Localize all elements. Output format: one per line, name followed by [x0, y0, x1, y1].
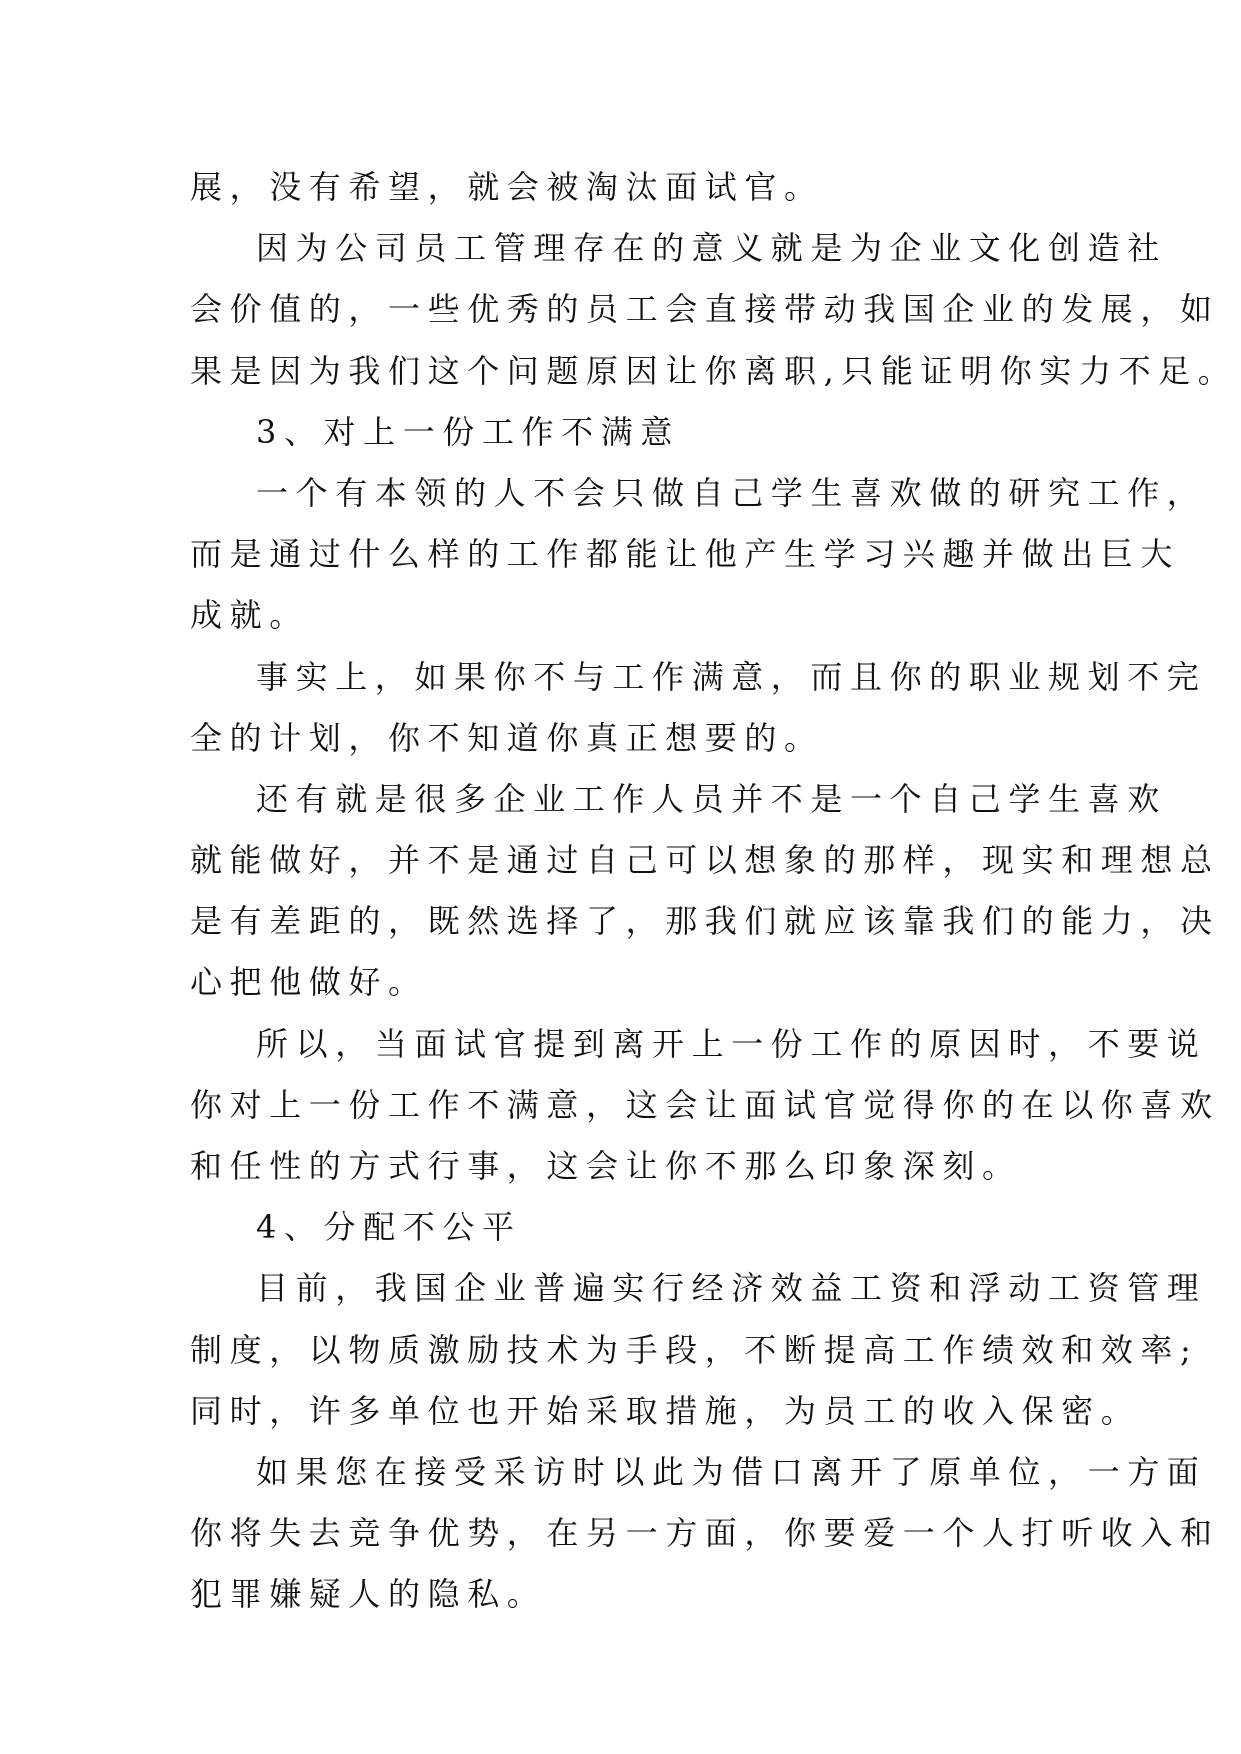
text-line: 你对上一份工作不满意，这会让面试官觉得你的在以你喜欢	[190, 1085, 1220, 1124]
text-line: 犯罪嫌疑人的隐私。	[190, 1575, 547, 1614]
text-line: 和任性的方式行事，这会让你不那么印象深刻。	[190, 1147, 1022, 1185]
text-line: 就能做好，并不是通过自己可以想象的那样，现实和理想总	[190, 841, 1220, 880]
text-line: 成就。	[190, 596, 309, 635]
text-line: 3、对上一份工作不满意	[256, 412, 680, 451]
text-line: 事实上，如果你不与工作满意，而且你的职业规划不完	[256, 657, 1207, 696]
text-line: 全的计划，你不知道你真正想要的。	[190, 718, 824, 757]
text-line: 还有就是很多企业工作人员并不是一个自己学生喜欢	[256, 779, 1167, 818]
text-line: 同时，许多单位也开始采取措施，为员工的收入保密。	[190, 1391, 1141, 1430]
text-line: 你将失去竞争优势，在另一方面，你要爱一个人打听收入和	[190, 1514, 1220, 1553]
text-line: 展，没有希望，就会被淘汰面试官。	[190, 168, 824, 206]
text-line: 一个有本领的人不会只做自己学生喜欢做的研究工作，	[256, 473, 1207, 512]
text-line: 心把他做好。	[190, 963, 428, 1002]
text-line: 会价值的，一些优秀的员工会直接带动我国企业的发展，如	[190, 290, 1220, 329]
text-line: 而是通过什么样的工作都能让他产生学习兴趣并做出巨大	[190, 535, 1181, 574]
text-line: 因为公司员工管理存在的意义就是为企业文化创造社	[256, 229, 1167, 268]
text-line: 如果您在接受采访时以此为借口离开了原单位，一方面	[256, 1452, 1207, 1491]
text-line: 是有差距的，既然选择了，那我们就应该靠我们的能力，决	[190, 902, 1220, 941]
text-line: 制度，以物质激励技术为手段，不断提高工作绩效和效率;	[190, 1330, 1199, 1369]
text-line: 果是因为我们这个问题原因让你离职,只能证明你实力不足。	[190, 351, 1238, 390]
text-line: 所以，当面试官提到离开上一份工作的原因时，不要说	[256, 1024, 1207, 1063]
document-body	[190, 157, 1238, 1626]
text-line: 目前，我国企业普遍实行经济效益工资和浮动工资管理	[256, 1269, 1207, 1308]
text-line: 4、分配不公平	[256, 1208, 522, 1247]
